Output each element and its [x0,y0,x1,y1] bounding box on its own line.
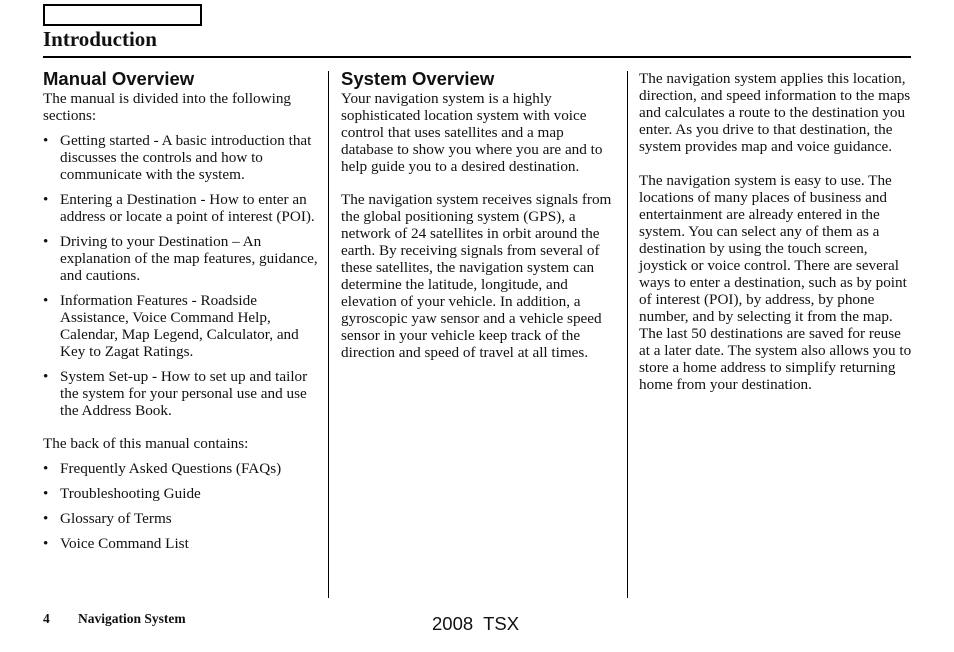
list-item: • Voice Command List [43,535,189,552]
page-number: 4 [43,611,50,626]
list-item: • System Set-up - How to set up and tailor the system for your personal use and use the Address Book. [43,368,308,419]
bullet-icon: • [43,535,49,552]
bullet-icon: • [43,510,49,527]
bullet-icon: • [43,132,49,149]
bullet-icon: • [43,233,49,250]
bullet-icon: • [43,460,49,477]
back-of-manual-list [43,460,321,552]
column-divider-2 [627,71,628,598]
bullet-icon: • [43,485,49,502]
system-overview-heading: System Overview [341,68,495,89]
system-overview-paragraph-2: The navigation system receives signals from the global positioning system (GPS), a network of 24 satellites in orbit around the earth. By receiving signals from several of these satellites, the navigation system can determine the latitude, longitude, and elevation of your vehicle. In addition, a gyroscopic yaw sensor and a vehicle speed sensor in your vehicle keep track of the direction and speed of travel at all times. [341,191,612,361]
manual-overview-heading: Manual Overview [43,68,195,89]
list-item: • Driving to your Destination – An explanation of the map features, guidance, and cautions. [43,233,318,284]
bullet-icon: • [43,292,49,309]
list-item: • Glossary of Terms [43,510,172,527]
system-details-paragraph-1: The navigation system applies this location, direction, and speed information to the maps and calculates a route to the destination you enter. As you drive to that destination, the system provides map and voice guidance. [639,70,911,155]
system-details-paragraph-2: The navigation system is easy to use. The locations of many places of business and entertainment are already entered in the system. You can select any of them as a destination by using the touch screen, joystick or voice control. There are several ways to enter a destination, such as by point of interest (POI), by address, by phone number, and by selecting it from the map. The last 50 destinations are saved for reuse at a later date. The system also allows you to store a home address to simplify returning home from your destination. [639,172,912,393]
back-of-manual-intro: The back of this manual contains: [43,435,249,452]
manual-overview-intro: The manual is divided into the following sections: [43,90,292,124]
bullet-icon: • [43,191,49,208]
system-overview-paragraph-1: Your navigation system is a highly sophisticated location system with voice control that uses satellites and a map database to show you where you are and to help guide you to a desired destination. [341,90,603,175]
manual-sections-list [43,132,321,419]
column-divider-1 [328,71,329,598]
list-item: • Troubleshooting Guide [43,485,201,502]
list-item: • Information Features - Roadside Assistance, Voice Command Help, Calendar, Map Legend, Calculator, and Key to Zagat Ratings. [43,292,299,360]
bullet-icon: • [43,368,49,385]
page-title: Introduction [43,27,157,51]
system-details-column [639,70,914,393]
footer-label: Navigation System [78,611,186,626]
manual-overview-column [43,68,321,552]
list-item: • Frequently Asked Questions (FAQs) [43,460,282,477]
header-rule [43,56,911,58]
system-overview-column [341,68,619,361]
list-item: • Entering a Destination - How to enter an address or locate a point of interest (POI). [43,191,315,225]
model-label: 2008 TSX [432,613,520,634]
header-tab-box [43,4,202,26]
list-item: • Getting started - A basic introduction that discusses the controls and how to communicate with the system. [43,132,312,183]
